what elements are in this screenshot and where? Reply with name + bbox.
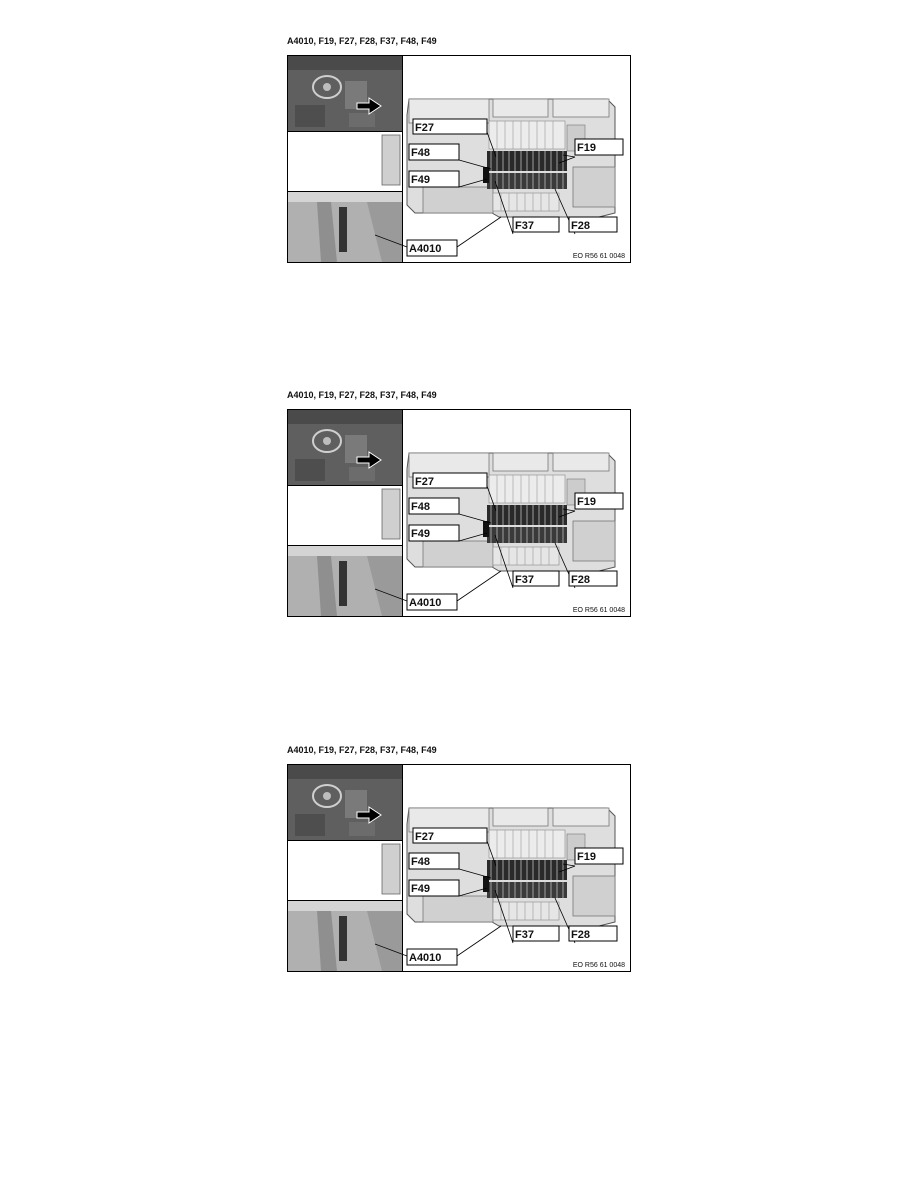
callout-a4010 — [407, 949, 457, 965]
callout-f48 — [409, 498, 459, 514]
fuse-box-figure — [287, 764, 631, 972]
callout-f37 — [513, 571, 559, 586]
svg-text:A4010: A4010 — [409, 952, 442, 964]
dashboard-inset-photo — [288, 410, 402, 485]
section-title: A4010, F19, F27, F28, F37, F48, F49 — [287, 745, 437, 755]
callout-f49 — [409, 525, 459, 541]
callout-f28 — [569, 571, 617, 586]
figure-code: EO R56 61 0048 — [572, 253, 625, 260]
svg-text:F27: F27 — [415, 476, 434, 488]
dashboard-inset-photo — [288, 56, 402, 131]
svg-text:F27: F27 — [415, 831, 434, 843]
svg-text:F19: F19 — [577, 851, 596, 863]
callout-f49 — [409, 880, 459, 896]
callout-f49 — [409, 171, 459, 187]
svg-text:F28: F28 — [571, 220, 590, 232]
svg-text:A4010: A4010 — [409, 243, 442, 255]
figure-code: EO R56 61 0048 — [572, 607, 625, 614]
diagram-section-3 — [287, 745, 631, 985]
callout-f28 — [569, 926, 617, 941]
diagram-section-2 — [287, 390, 631, 630]
svg-text:F19: F19 — [577, 496, 596, 508]
svg-text:A4010: A4010 — [409, 597, 442, 609]
figure-code: EO R56 61 0048 — [572, 962, 625, 969]
svg-text:F37: F37 — [515, 574, 534, 586]
callout-f28 — [569, 217, 617, 232]
svg-text:F28: F28 — [571, 929, 590, 941]
fuse-box-illustration — [287, 764, 631, 972]
section-title: A4010, F19, F27, F28, F37, F48, F49 — [287, 390, 437, 400]
pillar-inset-photo — [288, 546, 402, 616]
svg-text:F48: F48 — [411, 147, 430, 159]
callout-f19 — [575, 493, 623, 509]
svg-text:F48: F48 — [411, 501, 430, 513]
callout-f27 — [413, 119, 487, 134]
section-title: A4010, F19, F27, F28, F37, F48, F49 — [287, 36, 437, 46]
svg-text:F49: F49 — [411, 528, 430, 540]
fuse-box-figure — [287, 55, 631, 263]
svg-text:F28: F28 — [571, 574, 590, 586]
callout-a4010 — [407, 240, 457, 256]
callout-a4010 — [407, 594, 457, 610]
callout-f48 — [409, 853, 459, 869]
pillar-inset-photo — [288, 192, 402, 262]
svg-text:F49: F49 — [411, 174, 430, 186]
callout-f37 — [513, 926, 559, 941]
fuse-box-figure — [287, 409, 631, 617]
svg-text:F19: F19 — [577, 142, 596, 154]
callout-f27 — [413, 828, 487, 843]
svg-text:F48: F48 — [411, 856, 430, 868]
callout-f19 — [575, 848, 623, 864]
diagram-section-1 — [287, 36, 631, 276]
fuse-box-illustration — [287, 409, 631, 617]
callout-f27 — [413, 473, 487, 488]
pillar-inset-photo — [288, 901, 402, 971]
svg-text:F27: F27 — [415, 122, 434, 134]
dashboard-inset-photo — [288, 765, 402, 840]
svg-text:F37: F37 — [515, 929, 534, 941]
callout-f48 — [409, 144, 459, 160]
svg-text:F49: F49 — [411, 883, 430, 895]
svg-text:F37: F37 — [515, 220, 534, 232]
callout-f19 — [575, 139, 623, 155]
fuse-box-illustration — [287, 55, 631, 263]
callout-f37 — [513, 217, 559, 232]
